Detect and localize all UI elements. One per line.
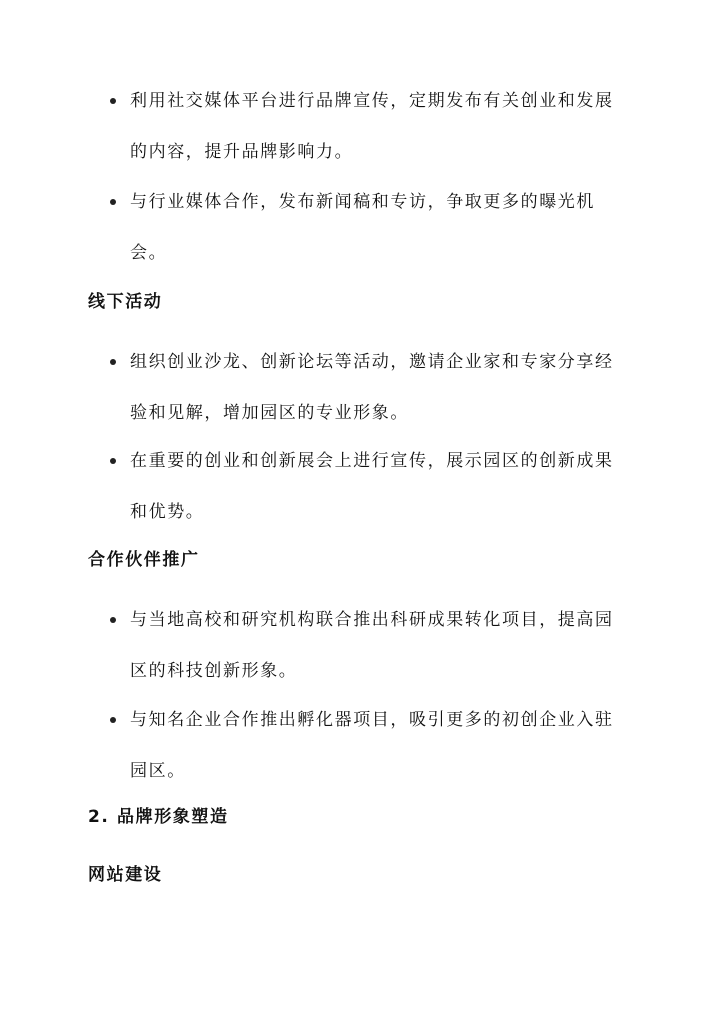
bullet-icon (110, 458, 116, 464)
bullet-icon (110, 717, 116, 723)
list-item: 组织创业沙龙、创新论坛等活动，邀请企业家和专家分享经验和见解，增加园区的专业形象。 (130, 352, 614, 423)
section-heading-brand-image: 2. 品牌形象塑造 (88, 807, 229, 827)
bullet-icon (110, 617, 116, 623)
section-heading-offline-activities: 线下活动 (88, 292, 163, 312)
list-item: 与知名企业合作推出孵化器项目，吸引更多的初创企业入驻园区。 (130, 710, 614, 781)
list-item: 利用社交媒体平台进行品牌宣传，定期发布有关创业和发展的内容，提升品牌影响力。 (130, 91, 614, 162)
list-item: 与当地高校和研究机构联合推出科研成果转化项目，提高园区的科技创新形象。 (130, 610, 614, 681)
list-item: 与行业媒体合作，发布新闻稿和专访，争取更多的曝光机会。 (130, 192, 595, 263)
bullet-icon (110, 199, 116, 205)
bullet-icon (110, 98, 116, 104)
bullet-icon (110, 359, 116, 365)
section-heading-website-building: 网站建设 (88, 865, 163, 885)
section-heading-partner-promotion: 合作伙伴推广 (88, 550, 200, 570)
list-item: 在重要的创业和创新展会上进行宣传，展示园区的创新成果和优势。 (130, 451, 614, 522)
